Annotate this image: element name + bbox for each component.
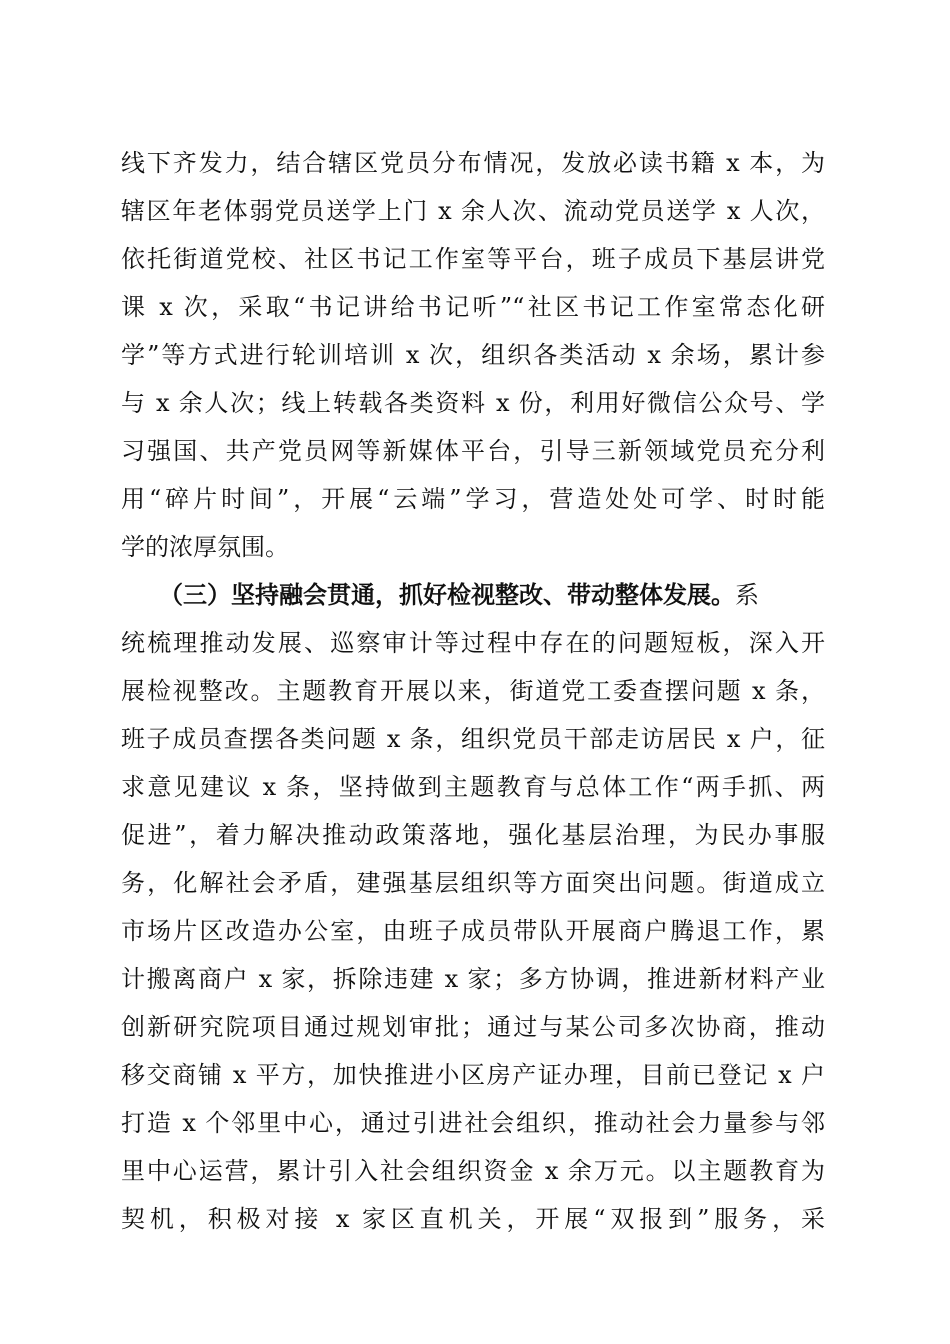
paragraph-line: 学的浓厚氛围。 [121, 533, 289, 561]
paragraph-line: 用“碎片时间”，开展“云端”学习，营造处处可学、时时能 [121, 485, 825, 513]
section-heading-line [159, 575, 825, 615]
paragraph-line: 展检视整改。主题教育开展以来，街道党工委查摆问题 x 条， [121, 677, 825, 705]
paragraph-line: 契机，积极对接 x 家区直机关，开展“双报到”服务，采 [121, 1205, 825, 1233]
paragraph-line: 促进”，着力解决推动政策落地，强化基层治理，为民办事服 [121, 821, 825, 849]
paragraph-line: 移交商铺 x 平方，加快推进小区房产证办理，目前已登记 x 户 [121, 1061, 825, 1089]
section-heading: （三）坚持融会贯通，抓好检视整改、带动整体发展。 [159, 580, 735, 609]
paragraph-line: 线下齐发力，结合辖区党员分布情况，发放必读书籍 x 本，为 [121, 149, 825, 177]
paragraph-line: 习强国、共产党员网等新媒体平台，引导三新领域党员充分利 [121, 437, 825, 465]
section-heading-tail: 系 [735, 581, 759, 609]
paragraph-line: 依托街道党校、社区书记工作室等平台，班子成员下基层讲党 [121, 245, 825, 273]
paragraph-line: 辖区年老体弱党员送学上门 x 余人次、流动党员送学 x 人次， [121, 197, 825, 225]
paragraph-line: 学”等方式进行轮训培训 x 次，组织各类活动 x 余场，累计参 [121, 341, 825, 369]
paragraph-line: 务，化解社会矛盾，建强基层组织等方面突出问题。街道成立 [121, 869, 825, 897]
paragraph-line: 求意见建议 x 条，坚持做到主题教育与总体工作“两手抓、两 [121, 773, 825, 801]
paragraph-line: 班子成员查摆各类问题 x 条，组织党员干部走访居民 x 户，征 [121, 725, 825, 753]
paragraph-line: 打造 x 个邻里中心，通过引进社会组织，推动社会力量参与邻 [121, 1109, 825, 1137]
paragraph-line: 市场片区改造办公室，由班子成员带队开展商户腾退工作，累 [121, 917, 825, 945]
paragraph-line: 与 x 余人次；线上转载各类资料 x 份，利用好微信公众号、学 [121, 389, 825, 417]
paragraph-line: 统梳理推动发展、巡察审计等过程中存在的问题短板，深入开 [121, 629, 825, 657]
paragraph-line: 课 x 次，采取“书记讲给书记听”“社区书记工作室常态化研 [121, 293, 825, 321]
paragraph-line: 创新研究院项目通过规划审批；通过与某公司多次协商，推动 [121, 1013, 825, 1041]
paragraph-line: 计搬离商户 x 家，拆除违建 x 家；多方协调，推进新材料产业 [121, 965, 825, 993]
paragraph-line: 里中心运营，累计引入社会组织资金 x 余万元。以主题教育为 [121, 1157, 825, 1185]
